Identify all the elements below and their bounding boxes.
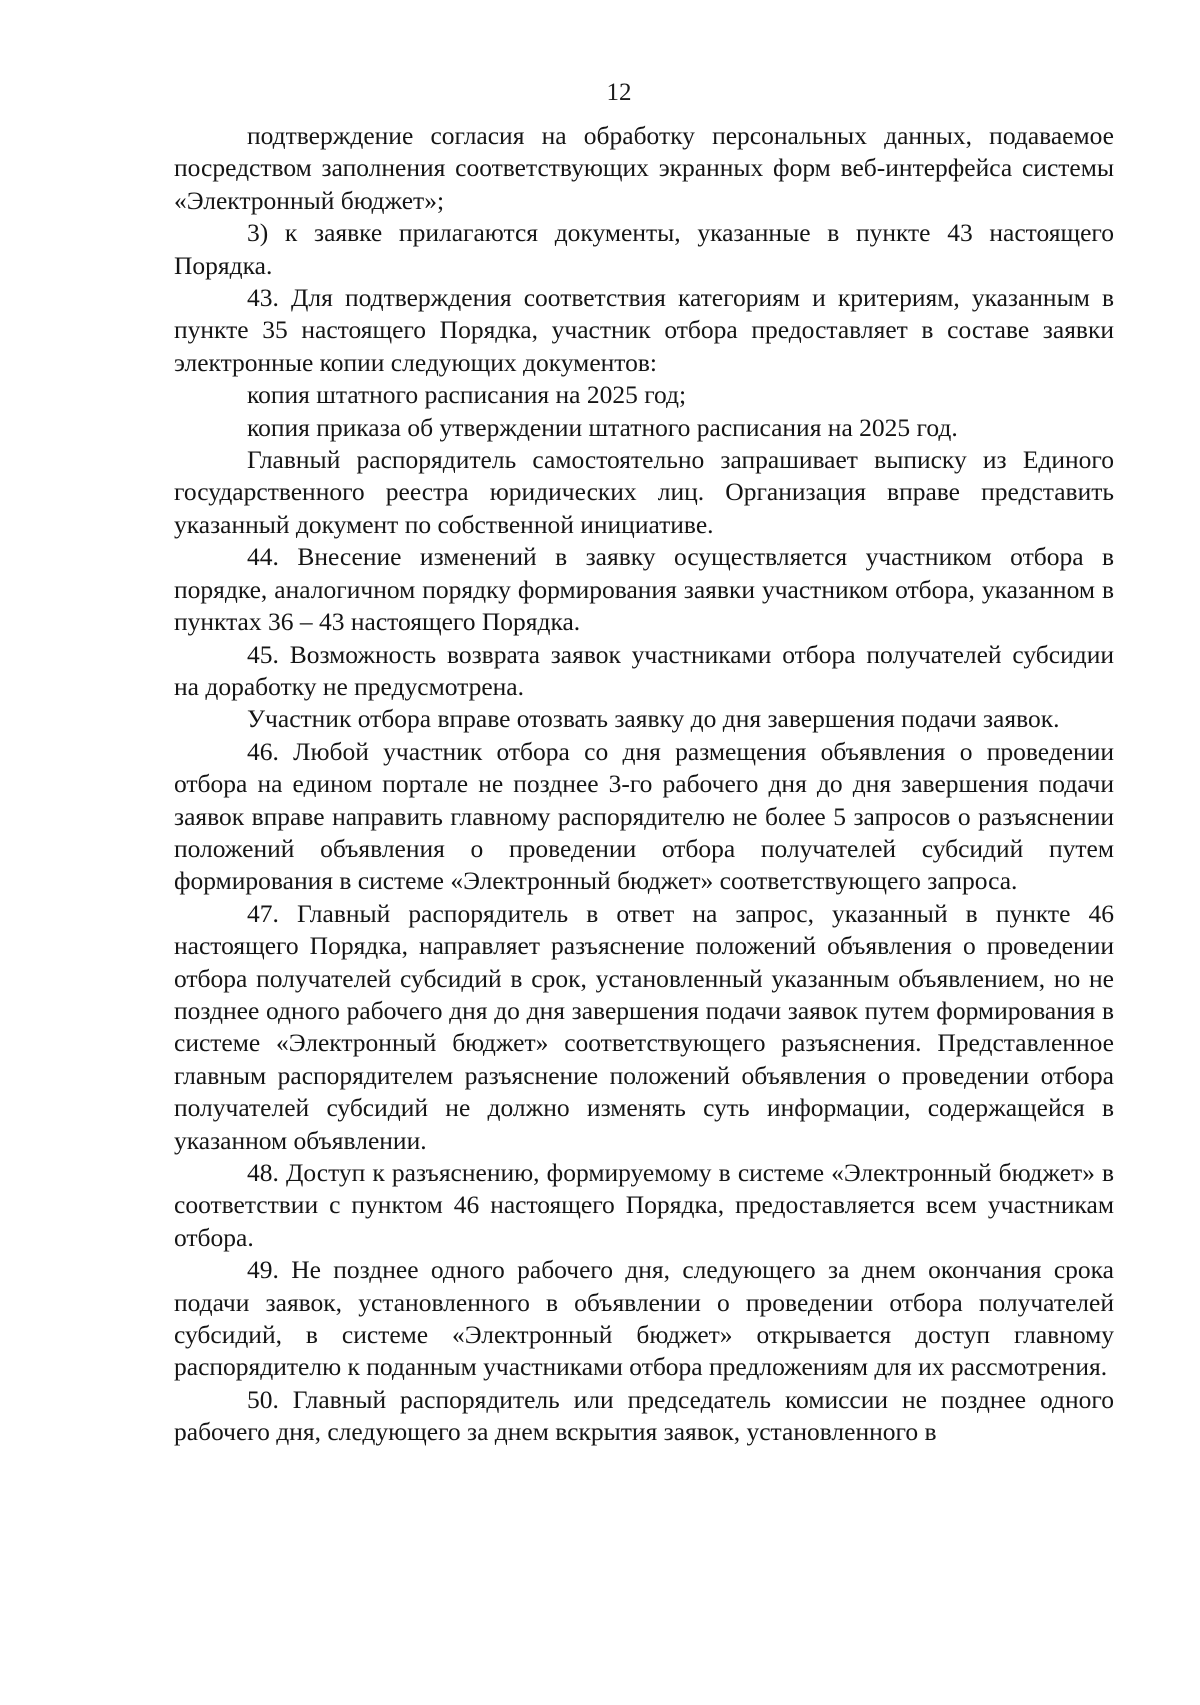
paragraph-50-commission-chair: 50. Главный распорядитель или председатель комиссии не позднее одного рабочего дня, следующего за днем вскрытия заявок, установленного в — [174, 1384, 1114, 1447]
document-body — [174, 120, 1114, 1449]
page-number: 12 — [606, 79, 632, 106]
paragraph-consent-confirmation: подтверждение согласия на обработку персональных данных, подаваемое посредством заполнения соответствующих экранных форм веб-интерфейса системы «Электронный бюджет»; — [174, 121, 1114, 215]
paragraph-45-no-return: 45. Возможность возврата заявок участниками отбора получателей субсидии на доработку не предусмотрена. — [174, 639, 1114, 701]
paragraph-47-clarification-response: 47. Главный распорядитель в ответ на запрос, указанный в пункте 46 настоящего Порядка, направляет разъяснение положений объявления о проведении отбора получателей субсидий в срок, установленный указанным объявлением, но не позднее одного рабочего дня до дня завершения подачи заявок путем формирования в системе «Электронный бюджет» соответствующего разъяснения. Представленное главным распорядителем разъяснение положений объявления о проведении отбора получателей субсидий не должно изменять суть информации, содержащейся в указанном объявлении. — [174, 898, 1114, 1155]
paragraph-43-documents-list-intro: 43. Для подтверждения соответствия категориям и критериям, указанным в пункте 35 настоящего Порядка, участник отбора предоставляет в составе заявки электронные копии следующих документов: — [174, 283, 1114, 377]
paragraph-item-3-attached-documents: 3) к заявке прилагаются документы, указанные в пункте 43 настоящего Порядка. — [174, 218, 1114, 280]
paragraph-staff-schedule-copy: копия штатного расписания на 2025 год; — [247, 380, 687, 410]
paragraph-46-clarification-requests: 46. Любой участник отбора со дня размещения объявления о проведении отбора на едином портале не позднее 3-го рабочего дня до дня завершения подачи заявок вправе направить главному распорядителю не более 5 запросов о разъяснении положений объявления о проведении отбора получателей субсидий путем формирования в системе «Электронный бюджет» соответствующего запроса. — [174, 736, 1114, 896]
paragraph-staff-schedule-order-copy: копия приказа об утверждении штатного расписания на 2025 год. — [247, 412, 958, 442]
paragraph-withdraw-application: Участник отбора вправе отозвать заявку до дня завершения подачи заявок. — [247, 704, 1060, 734]
paragraph-44-application-changes: 44. Внесение изменений в заявку осуществляется участником отбора в порядке, аналогичном порядку формирования заявки участником отбора, указанном в пунктах 36 – 43 настоящего Порядка. — [174, 542, 1114, 637]
paragraph-registry-extract-request: Главный распорядитель самостоятельно запрашивает выписку из Единого государственного реестра юридических лиц. Организация вправе представить указанный документ по собственной инициативе. — [174, 445, 1114, 539]
paragraph-48-clarification-access: 48. Доступ к разъяснению, формируемому в системе «Электронный бюджет» в соответствии с пунктом 46 настоящего Порядка, предоставляется всем участникам отбора. — [174, 1158, 1114, 1252]
paragraph-49-access-to-proposals: 49. Не позднее одного рабочего дня, следующего за днем окончания срока подачи заявок, установленного в объявлении о проведении отбора получателей субсидий, в системе «Электронный бюджет» открывается доступ главному распорядителю к поданным участниками отбора предложениям для их рассмотрения. — [174, 1255, 1114, 1382]
